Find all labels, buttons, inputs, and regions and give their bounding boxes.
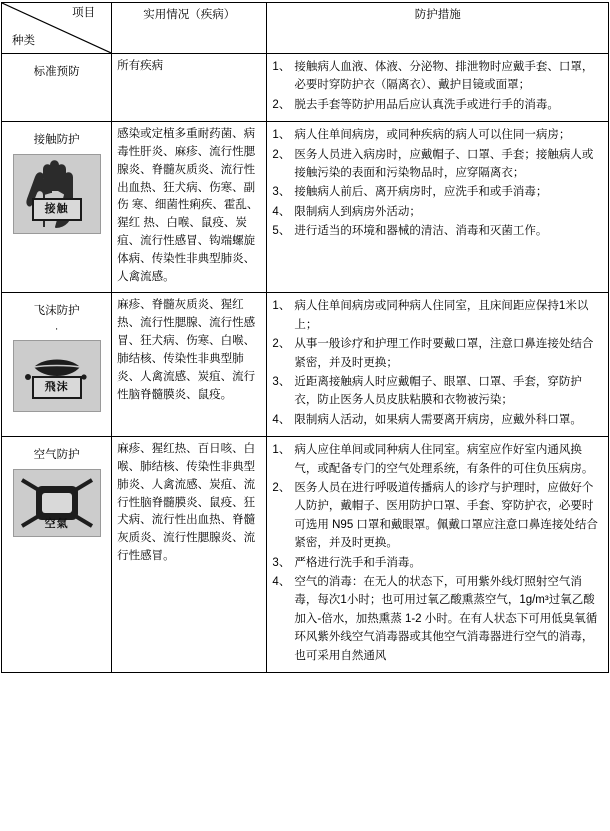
category-cell (2, 437, 112, 673)
table-row (2, 437, 609, 673)
measure-item: 病人应住单间或同种病人住同室。病室应作好室内通风换气，或配备专门的空气处理系统，有条件的可住负压病房。 (294, 444, 594, 475)
measures-list (272, 297, 603, 429)
category-label: 接触防护 (33, 134, 80, 147)
header-measure-label: 防护措施 (267, 3, 609, 54)
measure-item: 限制病人到病房外活动； (294, 205, 421, 218)
measure-item: 接触病人血液、体液、分泌物、排泄物时应戴手套、口罩，必要时穿防护衣（隔离衣）、戴护目镜或面罩； (294, 61, 594, 92)
measure-item: 医务人员进入病房时，应戴帽子、口罩、手套；接触病人或接触污染的表面和污染物品时，应穿隔离衣； (294, 148, 594, 179)
measure-item: 从事一般诊疗和护理工作时要戴口罩，注意口鼻连接处结合紧密，并及时更换； (294, 338, 594, 369)
measures-cell (267, 437, 609, 673)
measure-item: 进行适当的环境和器械的清洁、消毒和灭菌工作。 (294, 225, 548, 238)
measures-cell (267, 122, 609, 293)
category-cell (2, 293, 112, 437)
protection-measures-table (1, 2, 609, 673)
measure-item: 近距离接触病人时应戴帽子、眼罩、口罩、手套，穿防护衣，防止医务人员皮肤粘膜和衣物被污染； (294, 376, 582, 407)
measure-item: 病人住单间病房或同种病人住同室，且床间距应保持1米以上； (294, 300, 589, 331)
header-category-project-cell (2, 3, 112, 54)
category-cell (2, 54, 112, 122)
measures-list (272, 126, 603, 240)
measure-item: 严格进行洗手和手消毒。 (294, 556, 421, 569)
icon-caption: 接触 (32, 198, 82, 221)
measure-item: 医务人员在进行呼吸道传播病人的诊疗与护理时，应做好个人防护，戴帽子、医用防护口罩、手套、穿防护衣，必要时可选用 N95 口罩和戴眼罩。佩戴口罩应注意口鼻连接处结合紧密，并及时更换。 (294, 482, 598, 550)
header-project-label: 项目 (72, 7, 96, 19)
measure-item: 接触病人前后、离开病房时，应洗手和或手消毒； (294, 186, 548, 199)
mouth-droplet-icon (13, 340, 101, 412)
use-cell: 感染或定植多重耐药菌、病毒性肝炎、麻疹、流行性腮腺炎、脊髓灰质炎、流行性出血热、狂犬病、伤寒、副伤 寒、细菌性痢疾、霍乱、猩红 热、白喉、鼠疫、炭疽、流行性感冒、钩端螺旋体病、传染性非典型肺炎、人禽流感。 (112, 122, 267, 293)
category-label: 标准预防 (33, 66, 80, 78)
measure-item: 限制病人活动，如果病人需要离开病房，应戴外科口罩。 (294, 413, 582, 426)
icon-caption: 飛沫 (32, 376, 82, 399)
category-label: 飞沫防护 (33, 305, 80, 318)
icon-caption: 空氣 (44, 517, 69, 530)
use-cell: 麻疹、脊髓灰质炎、猩红热、流行性腮腺、流行性感冒、狂犬病、伤寒、白喉、肺结核、传染性非典型肺炎、人禽流感、炭疽、流行性脑脊髓膜炎、鼠疫。 (112, 293, 267, 437)
table-header-row (2, 3, 609, 54)
measures-list (272, 441, 603, 665)
category-cell (2, 122, 112, 293)
category-label: 空气防护 (33, 449, 80, 462)
table-row (2, 122, 609, 293)
header-category-label: 种类 (12, 35, 35, 48)
measure-item: 病人住单间病房，或同种疾病的病人可以住同一病房； (294, 129, 571, 142)
table-row (2, 293, 609, 437)
table-row (2, 54, 609, 122)
hand-glyph-icon (14, 155, 100, 233)
measures-list (272, 58, 603, 114)
measures-cell (267, 54, 609, 122)
use-cell: 麻疹、猩红热、百日咳、白喉、肺结核、传染性非典型肺炎、人禽流感、炭疽、流行性脑脊髓膜炎、鼠疫、狂犬病、流行性出血热、脊髓灰质炎、流行性腮腺炎、流行性感冒。 (112, 437, 267, 673)
dot-mark: · (54, 323, 59, 336)
use-cell: 所有疾病 (112, 54, 267, 122)
measure-item: 脱去手套等防护用品后应认真洗手或进行手的消毒。 (294, 98, 559, 111)
header-use-label: 实用情况（疾病） (112, 3, 267, 54)
measures-cell (267, 293, 609, 437)
measure-item: 空气的消毒：在无人的状态下，可用紫外线灯照射空气消毒，每次1小时；也可用过氧乙酸熏蒸空气，1g/m³过氧乙酸加入-倍水，加热熏蒸 1-2 小时。在有人状态下可用低臭氧循环风紫外线空气消毒器或其他空气消毒器进行空气的消毒，也可采用自然通风 (294, 575, 598, 662)
air-mask-icon (13, 469, 101, 537)
hand-icon (13, 154, 101, 234)
